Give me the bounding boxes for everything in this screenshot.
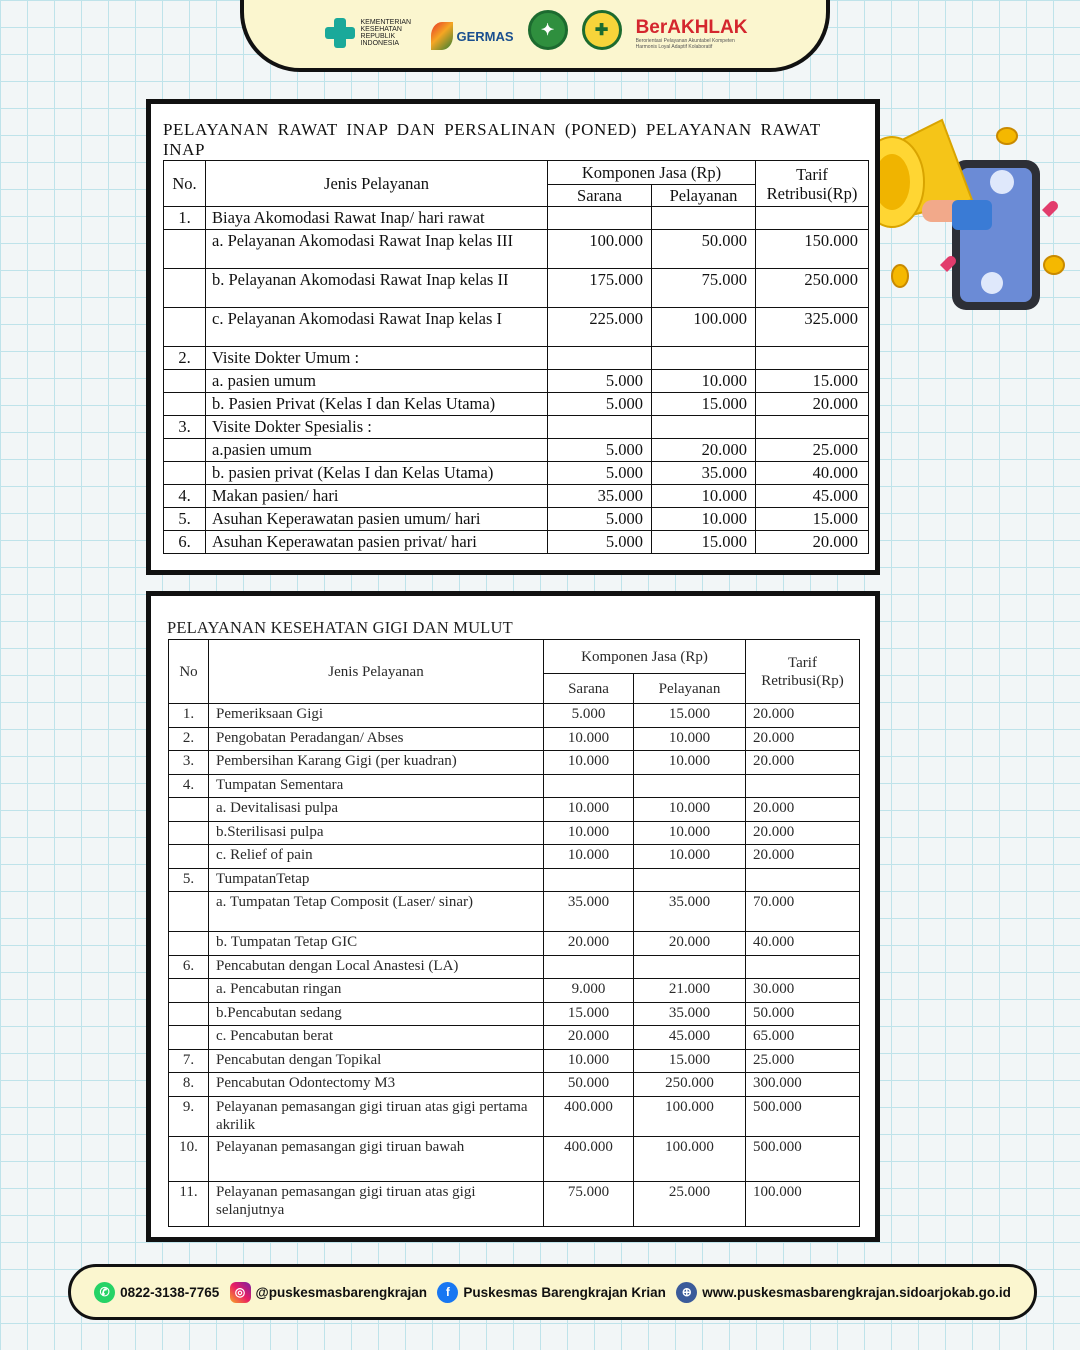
sarana-value: 5.000 — [548, 439, 652, 462]
gigi-mulut-table — [168, 639, 860, 1227]
pelayanan-value: 45.000 — [634, 1026, 746, 1050]
tarif-value: 25.000 — [746, 1049, 860, 1073]
table-row — [164, 308, 869, 347]
pelayanan-value: 10.000 — [634, 821, 746, 845]
service-name: a. Pelayanan Akomodasi Rawat Inap kelas III — [206, 230, 548, 269]
table-row — [169, 845, 860, 869]
tarif-value: 20.000 — [746, 798, 860, 822]
header-sarana: Sarana — [548, 185, 652, 207]
tarif-value: 20.000 — [756, 531, 869, 554]
sarana-value: 10.000 — [544, 751, 634, 775]
pelayanan-value — [652, 207, 756, 230]
tarif-value: 300.000 — [746, 1073, 860, 1097]
pelayanan-value — [652, 347, 756, 370]
table-row — [169, 704, 860, 728]
website-contact[interactable] — [676, 1282, 1011, 1303]
header-pelayanan: Pelayanan — [634, 674, 746, 704]
service-name: a. Pencabutan ringan — [209, 979, 544, 1003]
table-row — [164, 269, 869, 308]
table-row — [164, 230, 869, 269]
sarana-value: 400.000 — [544, 1136, 634, 1181]
row-number: 3. — [169, 751, 209, 775]
service-name: b.Sterilisasi pulpa — [209, 821, 544, 845]
pelayanan-value: 250.000 — [634, 1073, 746, 1097]
service-name: b.Pencabutan sedang — [209, 1002, 544, 1026]
tarif-value: 20.000 — [746, 821, 860, 845]
gigi-mulut-panel — [146, 591, 880, 1242]
germas-swoosh-icon — [431, 22, 453, 50]
row-number — [169, 798, 209, 822]
pelayanan-value: 15.000 — [634, 704, 746, 728]
service-name: TumpatanTetap — [209, 868, 544, 892]
service-name: Pengobatan Peradangan/ Abses — [209, 727, 544, 751]
sarana-value: 225.000 — [548, 308, 652, 347]
tarif-value: 250.000 — [756, 269, 869, 308]
table-row — [169, 932, 860, 956]
website-url: www.puskesmasbarengkrajan.sidoarjokab.go.id — [702, 1284, 1011, 1300]
table-row — [169, 1002, 860, 1026]
sarana-value — [548, 347, 652, 370]
sarana-value: 175.000 — [548, 269, 652, 308]
table-row — [169, 1026, 860, 1050]
tarif-value: 500.000 — [746, 1096, 860, 1136]
berakhlak-text: BerAKHLAK — [635, 17, 748, 38]
pelayanan-value — [634, 774, 746, 798]
sarana-value: 5.000 — [548, 508, 652, 531]
header-komponen-jasa: Komponen Jasa (Rp) — [548, 161, 756, 185]
tarif-value: 20.000 — [746, 845, 860, 869]
service-name: Asuhan Keperawatan pasien privat/ hari — [206, 531, 548, 554]
facebook-contact[interactable] — [437, 1282, 666, 1303]
service-name: b. Tumpatan Tetap GIC — [209, 932, 544, 956]
service-name: a. Tumpatan Tetap Composit (Laser/ sinar) — [209, 892, 544, 932]
facebook-name: Puskesmas Barengkrajan Krian — [463, 1284, 666, 1300]
service-name: Pemeriksaan Gigi — [209, 704, 544, 728]
service-name: Visite Dokter Umum : — [206, 347, 548, 370]
tarif-value — [756, 416, 869, 439]
sarana-value: 5.000 — [548, 531, 652, 554]
sarana-value: 20.000 — [544, 932, 634, 956]
row-number: 11. — [169, 1181, 209, 1226]
service-name: Pencabutan dengan Topikal — [209, 1049, 544, 1073]
tarif-value: 20.000 — [756, 393, 869, 416]
row-number: 6. — [164, 531, 206, 554]
row-number: 1. — [169, 704, 209, 728]
kemenkes-text: KEMENTERIAN KESEHATAN REPUBLIK INDONESIA — [360, 19, 412, 47]
contact-footer — [68, 1264, 1037, 1320]
row-number — [164, 308, 206, 347]
tarif-value — [756, 347, 869, 370]
tarif-value — [746, 868, 860, 892]
pelayanan-value: 20.000 — [634, 932, 746, 956]
service-name: Visite Dokter Spesialis : — [206, 416, 548, 439]
germas-text: GERMAS — [456, 28, 514, 44]
table-row — [169, 955, 860, 979]
row-number — [164, 439, 206, 462]
row-number: 10. — [169, 1136, 209, 1181]
tarif-value — [746, 774, 860, 798]
tarif-value: 45.000 — [756, 485, 869, 508]
row-number — [169, 1002, 209, 1026]
service-name: c. Pencabutan berat — [209, 1026, 544, 1050]
row-number: 8. — [169, 1073, 209, 1097]
logo-bar — [240, 0, 830, 72]
service-name: a. pasien umum — [206, 370, 548, 393]
sarana-value: 400.000 — [544, 1096, 634, 1136]
service-name: c. Relief of pain — [209, 845, 544, 869]
row-number — [169, 932, 209, 956]
table-row — [164, 370, 869, 393]
sarana-value: 5.000 — [548, 393, 652, 416]
service-name: Asuhan Keperawatan pasien umum/ hari — [206, 508, 548, 531]
germas-logo — [431, 22, 514, 50]
row-number: 2. — [164, 347, 206, 370]
row-number — [169, 821, 209, 845]
tarif-value: 100.000 — [746, 1181, 860, 1226]
tarif-value — [746, 955, 860, 979]
sarana-value: 10.000 — [544, 727, 634, 751]
row-number — [169, 845, 209, 869]
sarana-value: 75.000 — [544, 1181, 634, 1226]
row-number: 6. — [169, 955, 209, 979]
tarif-value — [756, 207, 869, 230]
sarana-value: 35.000 — [544, 892, 634, 932]
pelayanan-value — [634, 868, 746, 892]
pelayanan-value: 10.000 — [652, 485, 756, 508]
pelayanan-value: 100.000 — [634, 1136, 746, 1181]
table-row — [169, 1073, 860, 1097]
table-row — [169, 892, 860, 932]
sarana-value: 10.000 — [544, 845, 634, 869]
row-number — [164, 393, 206, 416]
sarana-value: 9.000 — [544, 979, 634, 1003]
service-name: a. Devitalisasi pulpa — [209, 798, 544, 822]
row-number: 7. — [169, 1049, 209, 1073]
row-number: 4. — [164, 485, 206, 508]
sarana-value: 15.000 — [544, 1002, 634, 1026]
puskesmas-seal-icon: ✚ — [582, 10, 622, 50]
service-name: Pencabutan dengan Local Anastesi (LA) — [209, 955, 544, 979]
tarif-value: 40.000 — [756, 462, 869, 485]
pelayanan-value: 10.000 — [634, 845, 746, 869]
tarif-value: 500.000 — [746, 1136, 860, 1181]
sarana-value: 5.000 — [548, 462, 652, 485]
tarif-value: 70.000 — [746, 892, 860, 932]
service-name: Pelayanan pemasangan gigi tiruan bawah — [209, 1136, 544, 1181]
sidoarjo-seal-icon: ✦ — [528, 10, 568, 50]
sarana-value — [544, 868, 634, 892]
tarif-value: 30.000 — [746, 979, 860, 1003]
phone-number: 0822-3138-7765 — [120, 1284, 220, 1300]
pelayanan-value: 50.000 — [652, 230, 756, 269]
tarif-value: 150.000 — [756, 230, 869, 269]
tarif-value: 20.000 — [746, 751, 860, 775]
header-jenis-pelayanan: Jenis Pelayanan — [209, 640, 544, 704]
tarif-value: 25.000 — [756, 439, 869, 462]
service-name: Pelayanan pemasangan gigi tiruan atas gigi selanjutnya — [209, 1181, 544, 1226]
tarif-value: 20.000 — [746, 704, 860, 728]
pelayanan-value: 10.000 — [634, 798, 746, 822]
pelayanan-value: 75.000 — [652, 269, 756, 308]
header-tarif: Tarif Retribusi(Rp) — [746, 640, 860, 704]
berakhlak-subtext: Berorientasi Pelayanan Akuntabel Kompeten Harmonis Loyal Adaptif Kolaboratif — [635, 38, 735, 50]
whatsapp-icon: ✆ — [94, 1282, 115, 1303]
row-number — [164, 462, 206, 485]
pelayanan-value: 15.000 — [634, 1049, 746, 1073]
row-number — [169, 1026, 209, 1050]
table-row — [169, 1049, 860, 1073]
pelayanan-value: 15.000 — [652, 531, 756, 554]
tarif-value: 65.000 — [746, 1026, 860, 1050]
pelayanan-value: 10.000 — [634, 751, 746, 775]
pelayanan-value: 10.000 — [652, 370, 756, 393]
sarana-value: 5.000 — [544, 704, 634, 728]
pelayanan-value: 10.000 — [652, 508, 756, 531]
sarana-value: 50.000 — [544, 1073, 634, 1097]
instagram-handle: @puskesmasbarengkrajan — [255, 1284, 428, 1300]
pelayanan-value: 35.000 — [652, 462, 756, 485]
table-row — [169, 774, 860, 798]
megaphone-phone-illustration — [852, 100, 1072, 310]
row-number — [164, 269, 206, 308]
header-komponen-jasa: Komponen Jasa (Rp) — [544, 640, 746, 674]
row-number — [164, 370, 206, 393]
table-row — [169, 868, 860, 892]
globe-icon: ⊕ — [676, 1282, 697, 1303]
pelayanan-value: 15.000 — [652, 393, 756, 416]
sarana-value — [548, 416, 652, 439]
table-row — [164, 485, 869, 508]
tarif-value: 15.000 — [756, 508, 869, 531]
pelayanan-value — [634, 955, 746, 979]
pelayanan-value — [652, 416, 756, 439]
sarana-value — [548, 207, 652, 230]
service-name: Pembersihan Karang Gigi (per kuadran) — [209, 751, 544, 775]
pelayanan-value: 100.000 — [652, 308, 756, 347]
sarana-value: 10.000 — [544, 798, 634, 822]
gigi-mulut-title: PELAYANAN KESEHATAN GIGI DAN MULUT — [167, 618, 513, 637]
tarif-value: 15.000 — [756, 370, 869, 393]
row-number: 4. — [169, 774, 209, 798]
service-name: Biaya Akomodasi Rawat Inap/ hari rawat — [206, 207, 548, 230]
pelayanan-value: 25.000 — [634, 1181, 746, 1226]
table-row — [164, 207, 869, 230]
tarif-value: 325.000 — [756, 308, 869, 347]
service-name: a.pasien umum — [206, 439, 548, 462]
header-no: No — [169, 640, 209, 704]
instagram-contact[interactable] — [230, 1282, 428, 1303]
sarana-value — [544, 955, 634, 979]
header-tarif: Tarif Retribusi(Rp) — [756, 161, 869, 207]
service-name: Pencabutan Odontectomy M3 — [209, 1073, 544, 1097]
table-row — [169, 727, 860, 751]
sarana-value: 100.000 — [548, 230, 652, 269]
service-name: Pelayanan pemasangan gigi tiruan atas gigi pertama akrilik — [209, 1096, 544, 1136]
table-row — [169, 1096, 860, 1136]
header-pelayanan: Pelayanan — [652, 185, 756, 207]
header-jenis-pelayanan: Jenis Pelayanan — [206, 161, 548, 207]
table-row — [164, 531, 869, 554]
instagram-icon: ◎ — [230, 1282, 251, 1303]
table-row — [164, 462, 869, 485]
row-number — [164, 230, 206, 269]
sarana-value: 10.000 — [544, 1049, 634, 1073]
pelayanan-value: 21.000 — [634, 979, 746, 1003]
table-row — [164, 393, 869, 416]
row-number — [169, 892, 209, 932]
row-number — [169, 979, 209, 1003]
header-no: No. — [164, 161, 206, 207]
table-row — [164, 347, 869, 370]
pelayanan-value: 100.000 — [634, 1096, 746, 1136]
table-row — [169, 798, 860, 822]
row-number: 2. — [169, 727, 209, 751]
table-row — [169, 1181, 860, 1226]
service-name: Makan pasien/ hari — [206, 485, 548, 508]
rawat-inap-title: PELAYANAN RAWAT INAP DAN PERSALINAN (PONED) PELAYANAN RAWAT INAP — [163, 120, 821, 159]
pelayanan-value: 10.000 — [634, 727, 746, 751]
kemenkes-logo — [323, 16, 417, 50]
sarana-value — [544, 774, 634, 798]
facebook-icon: f — [437, 1282, 458, 1303]
rawat-inap-panel — [146, 99, 880, 575]
header-sarana: Sarana — [544, 674, 634, 704]
pelayanan-value: 35.000 — [634, 892, 746, 932]
row-number: 3. — [164, 416, 206, 439]
row-number: 5. — [164, 508, 206, 531]
tarif-value: 50.000 — [746, 1002, 860, 1026]
rawat-inap-table-body — [164, 207, 869, 554]
tarif-value: 40.000 — [746, 932, 860, 956]
service-name: b. Pasien Privat (Kelas I dan Kelas Utama) — [206, 393, 548, 416]
table-row — [169, 1136, 860, 1181]
sarana-value: 20.000 — [544, 1026, 634, 1050]
pelayanan-value: 35.000 — [634, 1002, 746, 1026]
row-number: 1. — [164, 207, 206, 230]
row-number: 9. — [169, 1096, 209, 1136]
phone-contact[interactable] — [94, 1282, 219, 1303]
sarana-value: 10.000 — [544, 821, 634, 845]
table-row — [164, 416, 869, 439]
rawat-inap-table — [163, 160, 869, 554]
gigi-mulut-table-body — [169, 704, 860, 1227]
service-name: b. pasien privat (Kelas I dan Kelas Utama) — [206, 462, 548, 485]
tarif-value: 20.000 — [746, 727, 860, 751]
sarana-value: 5.000 — [548, 370, 652, 393]
table-row — [164, 439, 869, 462]
table-row — [169, 821, 860, 845]
berakhlak-logo — [636, 19, 748, 50]
kemenkes-cross-icon — [323, 16, 357, 50]
table-row — [169, 979, 860, 1003]
service-name: c. Pelayanan Akomodasi Rawat Inap kelas I — [206, 308, 548, 347]
pelayanan-value: 20.000 — [652, 439, 756, 462]
table-row — [169, 751, 860, 775]
table-row — [164, 508, 869, 531]
row-number: 5. — [169, 868, 209, 892]
service-name: Tumpatan Sementara — [209, 774, 544, 798]
sarana-value: 35.000 — [548, 485, 652, 508]
service-name: b. Pelayanan Akomodasi Rawat Inap kelas II — [206, 269, 548, 308]
